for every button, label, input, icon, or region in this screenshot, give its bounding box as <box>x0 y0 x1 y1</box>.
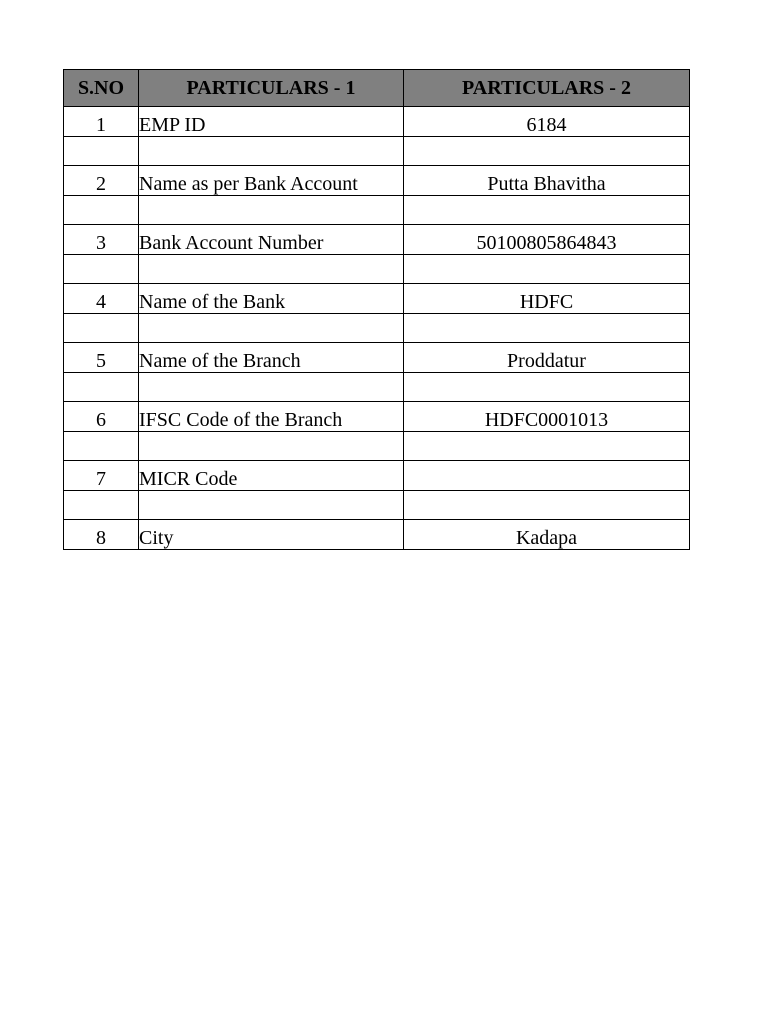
cell-particulars-2 <box>404 461 690 491</box>
header-row <box>64 70 690 107</box>
cell-particulars-1 <box>139 195 404 225</box>
table-row-spacer <box>64 313 690 343</box>
table-row-spacer <box>64 136 690 166</box>
table-row-spacer <box>64 195 690 225</box>
table-row-spacer <box>64 431 690 461</box>
bank-details-table <box>63 69 690 550</box>
cell-sno <box>64 372 139 402</box>
cell-particulars-2 <box>404 431 690 461</box>
cell-particulars-1 <box>139 431 404 461</box>
header-particulars-2: PARTICULARS - 2 <box>404 70 690 107</box>
cell-particulars-1: Name of the Branch <box>139 343 404 373</box>
cell-sno: 2 <box>64 166 139 196</box>
cell-particulars-2 <box>404 372 690 402</box>
table-row <box>64 166 690 196</box>
table-row <box>64 402 690 432</box>
table-row <box>64 225 690 255</box>
cell-particulars-1: MICR Code <box>139 461 404 491</box>
cell-particulars-1 <box>139 254 404 284</box>
cell-sno: 8 <box>64 520 139 550</box>
cell-particulars-1 <box>139 136 404 166</box>
cell-sno <box>64 136 139 166</box>
cell-particulars-2: HDFC <box>404 284 690 314</box>
cell-particulars-1: Name of the Bank <box>139 284 404 314</box>
table-row-spacer <box>64 490 690 520</box>
table-row <box>64 343 690 373</box>
table-row <box>64 461 690 491</box>
header-particulars-1: PARTICULARS - 1 <box>139 70 404 107</box>
cell-particulars-1: EMP ID <box>139 107 404 137</box>
cell-sno: 1 <box>64 107 139 137</box>
cell-particulars-2: 6184 <box>404 107 690 137</box>
cell-particulars-2: Putta Bhavitha <box>404 166 690 196</box>
cell-particulars-1 <box>139 490 404 520</box>
cell-sno: 7 <box>64 461 139 491</box>
cell-sno: 6 <box>64 402 139 432</box>
cell-sno <box>64 431 139 461</box>
cell-particulars-2: Kadapa <box>404 520 690 550</box>
cell-sno <box>64 254 139 284</box>
cell-particulars-1 <box>139 313 404 343</box>
cell-sno <box>64 313 139 343</box>
cell-sno <box>64 195 139 225</box>
bank-details-sheet <box>63 69 690 550</box>
table-body <box>64 107 690 550</box>
cell-particulars-2 <box>404 490 690 520</box>
cell-particulars-1 <box>139 372 404 402</box>
header-sno: S.NO <box>64 70 139 107</box>
cell-sno: 3 <box>64 225 139 255</box>
table-row-spacer <box>64 254 690 284</box>
cell-particulars-2 <box>404 254 690 284</box>
cell-particulars-2 <box>404 313 690 343</box>
table-row <box>64 284 690 314</box>
cell-particulars-2 <box>404 195 690 225</box>
cell-sno: 5 <box>64 343 139 373</box>
cell-particulars-2: HDFC0001013 <box>404 402 690 432</box>
cell-particulars-2 <box>404 136 690 166</box>
cell-particulars-1: Name as per Bank Account <box>139 166 404 196</box>
cell-particulars-1: Bank Account Number <box>139 225 404 255</box>
cell-particulars-2: Proddatur <box>404 343 690 373</box>
table-header <box>64 70 690 107</box>
cell-sno: 4 <box>64 284 139 314</box>
table-row-spacer <box>64 372 690 402</box>
cell-sno <box>64 490 139 520</box>
cell-particulars-2: 50100805864843 <box>404 225 690 255</box>
cell-particulars-1: City <box>139 520 404 550</box>
table-row <box>64 107 690 137</box>
table-row <box>64 520 690 550</box>
cell-particulars-1: IFSC Code of the Branch <box>139 402 404 432</box>
